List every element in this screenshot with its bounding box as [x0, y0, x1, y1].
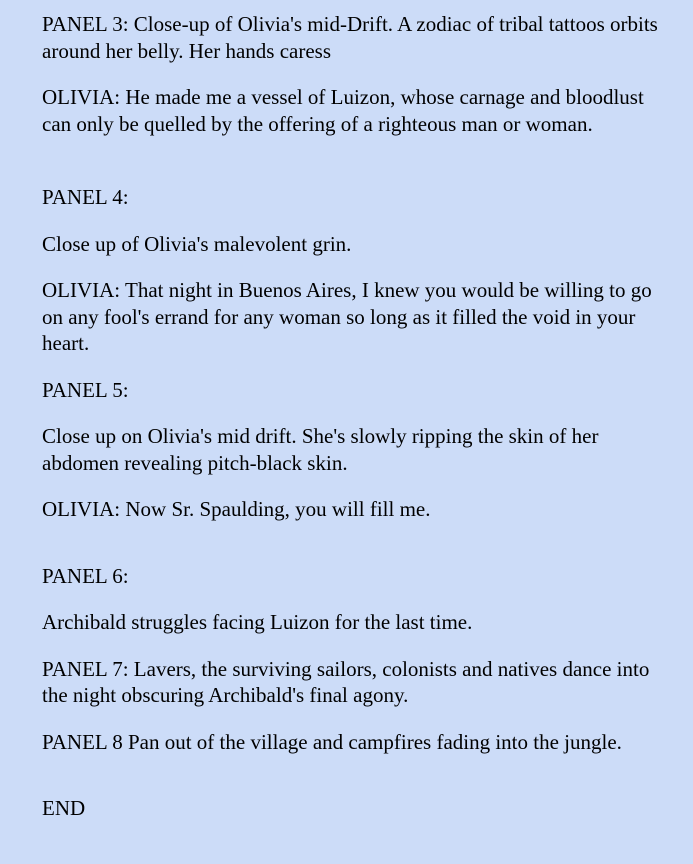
panel-5-heading: PANEL 5: [42, 377, 129, 402]
panel-7-description: PANEL 7: Lavers, the surviving sailors, colonists and natives dance into the night obscuring Archibald's final agony. [42, 656, 650, 707]
panel-3-description: PANEL 3: Close-up of Olivia's mid-Drift. A zodiac of tribal tattoos orbits around her belly. Her hands caress [42, 12, 658, 63]
end-marker: END [42, 796, 86, 820]
panel-4-heading: PANEL 4: [42, 185, 129, 209]
olivia-dialogue-3: OLIVIA: Now Sr. Spaulding, you will fill me. [42, 497, 431, 521]
panel-8-description: PANEL 8 Pan out of the village and campfires fading into the jungle. [42, 729, 622, 754]
panel-6-description: Archibald struggles facing Luizon for the last time. [42, 610, 473, 634]
panel-4-description: Close up of Olivia's malevolent grin. [42, 231, 352, 256]
olivia-dialogue-1: OLIVIA: He made me a vessel of Luizon, whose carnage and bloodlust can only be quelled by the offering of a righteous man or woman. [42, 85, 644, 136]
olivia-dialogue-2: OLIVIA: That night in Buenos Aires, I knew you would be willing to go on any fool's errand for any woman so long as it filled the void in your heart. [42, 278, 652, 355]
panel-5-description: Close up on Olivia's mid drift. She's slowly ripping the skin of her abdomen revealing pitch-black skin. [42, 424, 599, 475]
panel-6-heading: PANEL 6: [42, 563, 129, 588]
